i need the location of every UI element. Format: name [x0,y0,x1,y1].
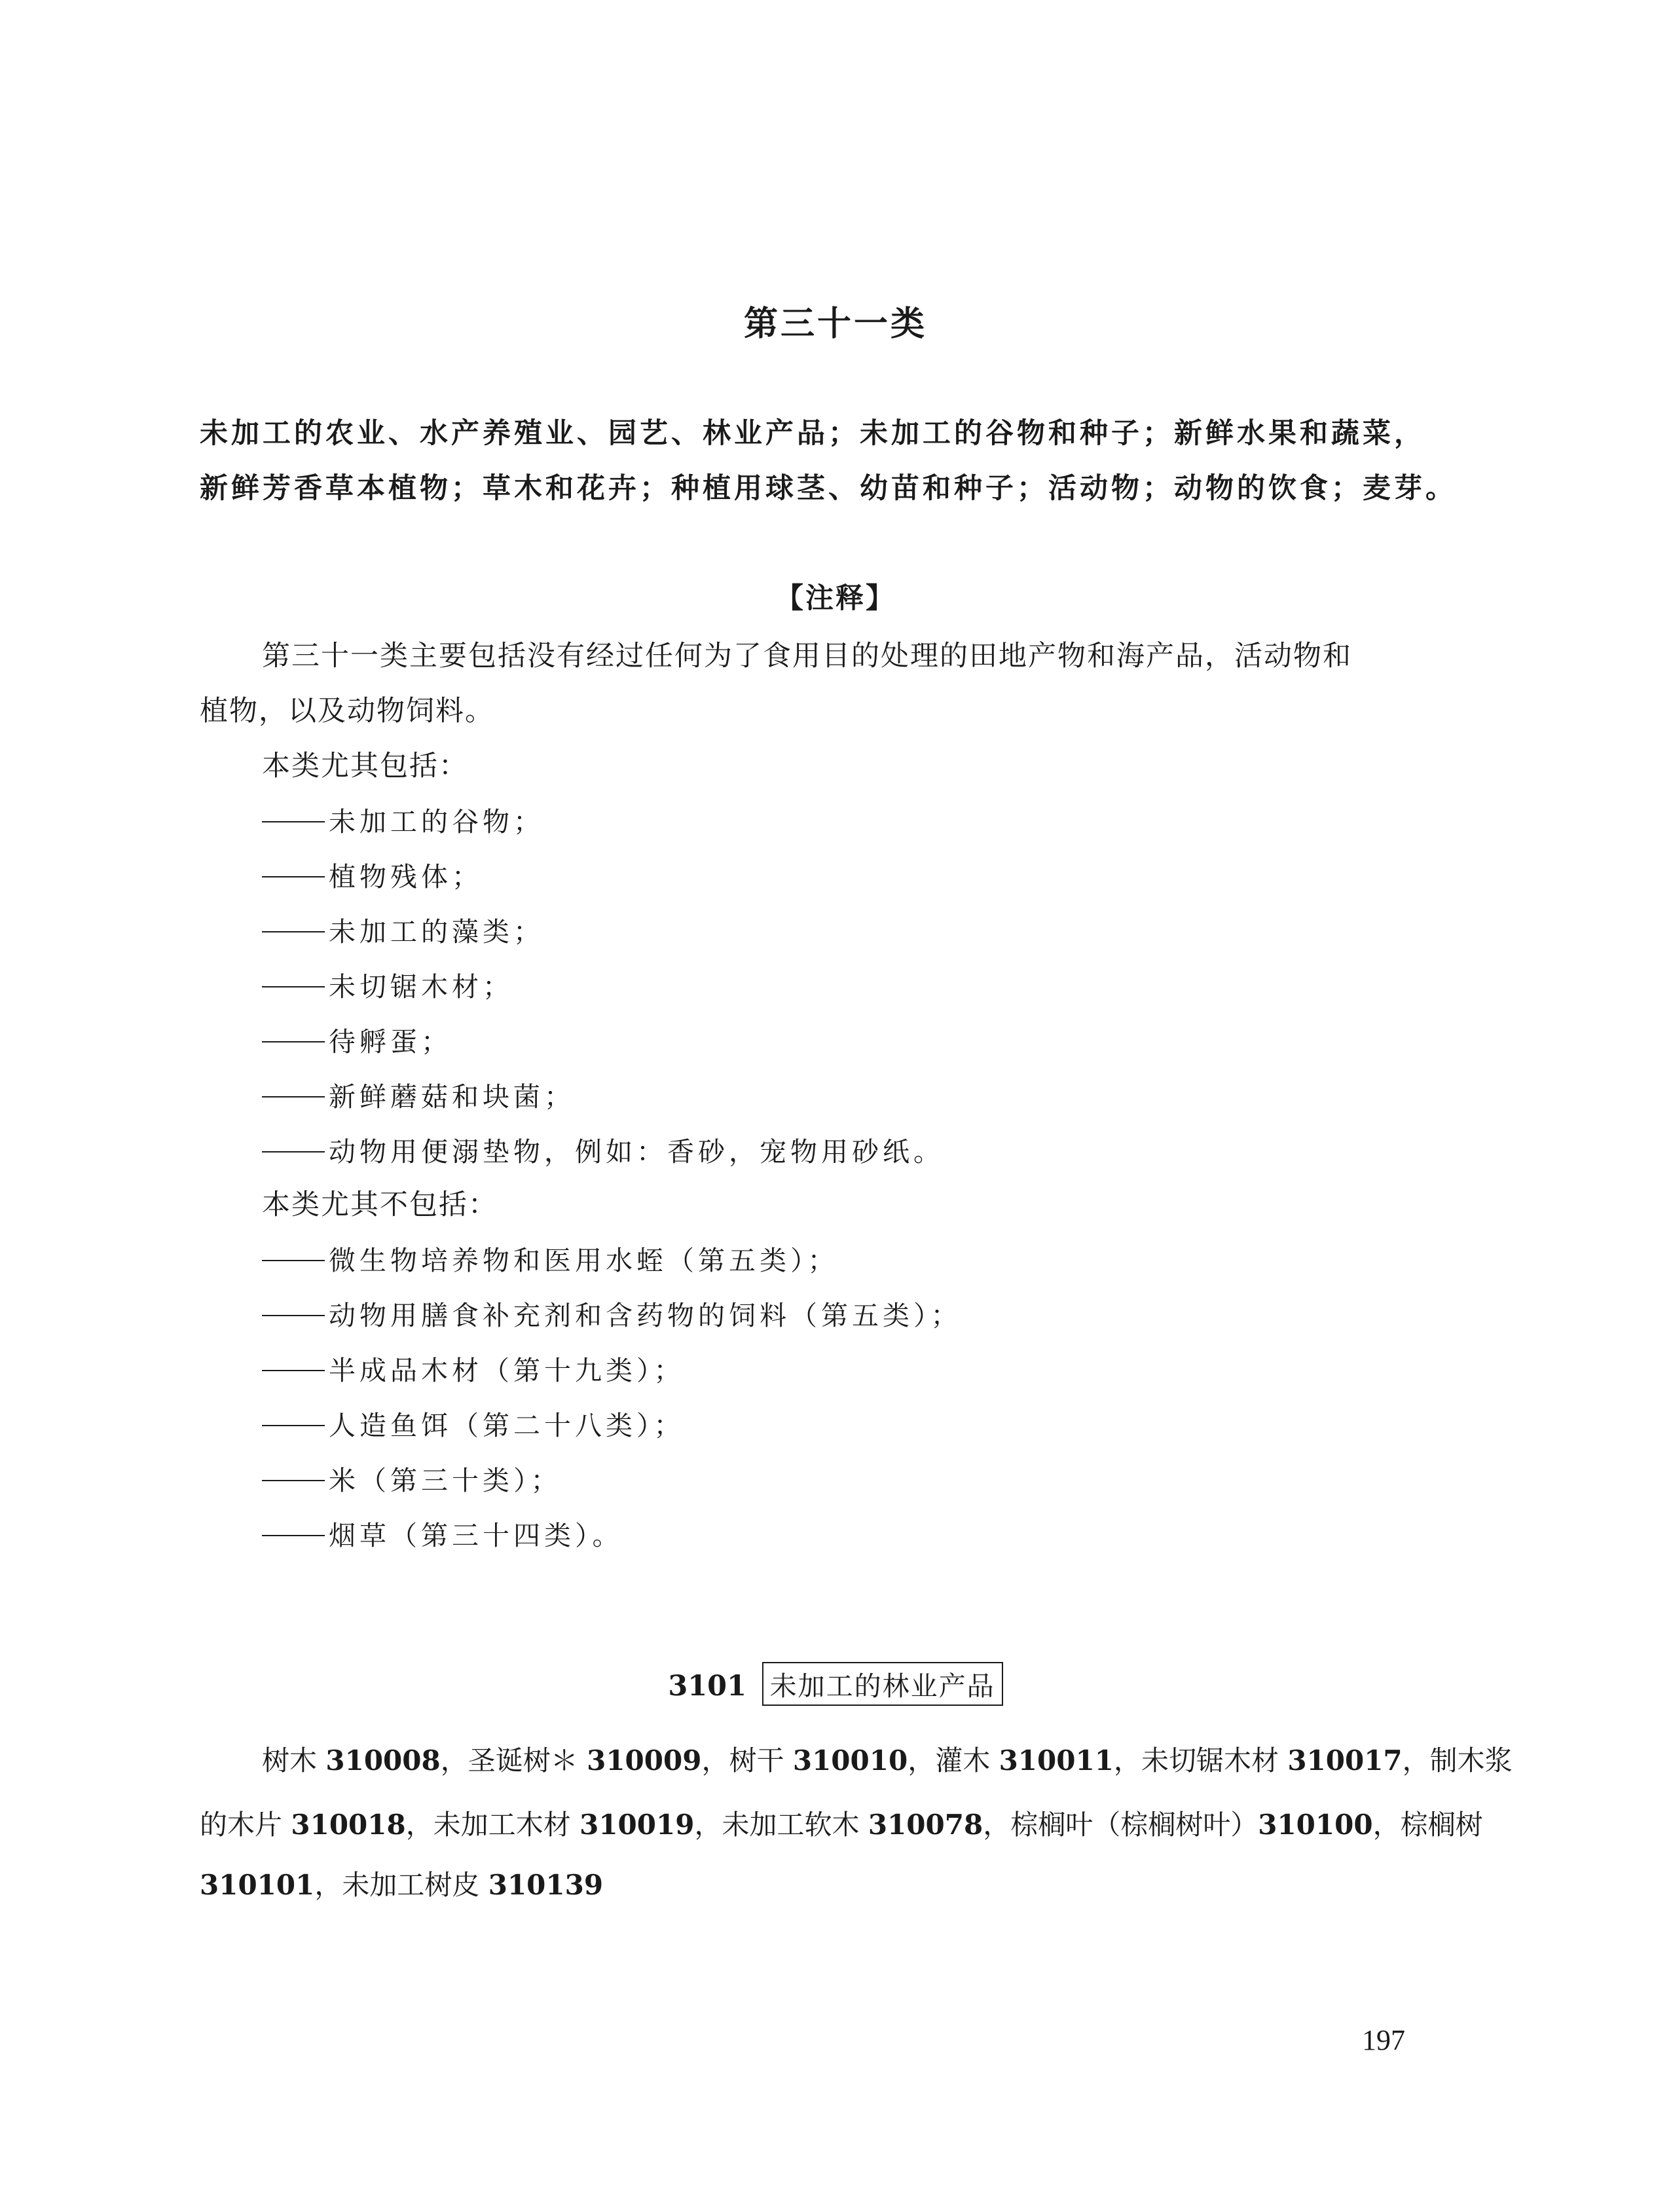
separator: ， [314,1869,342,1901]
class-heading-line-2: 新鲜芳香草本植物；草木和花卉；种植用球茎、幼苗和种子；活动物；动物的饮食；麦芽。 [200,472,1457,505]
em-dash [262,1151,325,1152]
separator: ， [1113,1744,1141,1777]
include-item-text: 未加工的藻类； [329,916,544,948]
include-item-text: 新鲜蘑菇和块菌； [329,1081,575,1113]
include-item [262,1020,452,1059]
goods-item-code: 310008 [325,1744,441,1777]
class-heading-line-1: 未加工的农业、水产养殖业、园艺、林业产品；未加工的谷物和种子；新鲜水果和蔬菜， [200,417,1425,450]
em-dash [262,876,325,877]
exclude-item [262,1294,962,1333]
include-item-text: 待孵蛋； [329,1026,452,1058]
section-heading [0,1662,1671,1706]
section-code: 3101 [668,1670,746,1703]
include-item [262,965,513,1004]
separator: ， [983,1809,1011,1841]
include-item-text: 植物残体； [329,861,483,893]
goods-item-code: 310011 [999,1744,1114,1777]
exclude-item-text: 半成品木材（第十九类）； [329,1355,685,1386]
em-dash [262,1315,325,1316]
goods-item-code: 310139 [488,1869,604,1901]
separator: ， [1372,1809,1401,1841]
separator: ， [701,1744,729,1777]
goods-item-code: 310019 [579,1809,695,1841]
em-dash [262,1260,325,1261]
include-item [262,1130,944,1169]
goods-item-name: 圣诞树＊ [468,1744,578,1777]
goods-line-1 [262,1739,1513,1779]
separator: ， [908,1744,936,1777]
goods-item-code: 310078 [868,1809,983,1841]
separator: ， [694,1809,722,1841]
em-dash [262,821,325,822]
separator: ， [405,1809,433,1841]
exclude-item-text: 人造鱼饵（第二十八类）； [329,1410,685,1441]
exclude-item-text: 动物用膳食补充剂和含药物的饲料（第五类）； [329,1300,962,1331]
goods-item-name: 灌木 [935,1744,991,1777]
exclude-item [262,1239,839,1278]
goods-item-code: 310100 [1258,1809,1373,1841]
em-dash [262,1096,325,1097]
goods-item-name: 未切锯木材 [1141,1744,1279,1777]
exclude-item [262,1459,562,1498]
exclude-item-text: 烟草（第三十四类）。 [329,1520,623,1551]
goods-item-code: 310018 [291,1809,406,1841]
goods-item-name: 未加工木材 [433,1809,571,1841]
goods-item-code: 310017 [1287,1744,1403,1777]
note-heading: 【注释】 [775,582,896,615]
include-item [262,910,544,949]
goods-item-name: 未加工树皮 [342,1869,480,1901]
goods-item-name: 棕榈树 [1400,1809,1483,1841]
goods-item-code: 310009 [587,1744,702,1777]
goods-line-2 [200,1803,1483,1843]
separator: ， [440,1744,468,1777]
em-dash [262,1480,325,1481]
goods-item-name: 棕榈叶（棕榈树叶） [1010,1809,1258,1841]
intro-line-2: 植物，以及动物饲料。 [200,695,494,728]
class-title: 第三十一类 [743,304,927,344]
include-item-text: 未加工的谷物； [329,806,544,838]
em-dash [262,1370,325,1371]
page-number: 197 [1362,2024,1405,2056]
goods-item-name: 树木 [262,1744,318,1777]
section-title-box: 未加工的林业产品 [762,1662,1003,1706]
em-dash [262,931,325,932]
goods-line-3 [200,1864,603,1903]
em-dash [262,1535,325,1536]
goods-item-code: 310101 [200,1869,315,1901]
goods-item-name: 树干 [729,1744,784,1777]
include-item-text: 动物用便溺垫物，例如：香砂，宠物用砂纸。 [329,1136,944,1168]
goods-item-name-part: 的木片 [200,1809,283,1841]
separator: ， [1402,1744,1430,1777]
exclude-item [262,1514,623,1553]
exclude-item-text: 米（第三十类）； [329,1465,562,1496]
include-item-text: 未切锯木材； [329,971,513,1003]
includes-label: 本类尤其包括： [262,750,468,783]
goods-item-code: 310010 [792,1744,908,1777]
excludes-label: 本类尤其不包括： [262,1189,498,1221]
em-dash [262,986,325,987]
em-dash [262,1041,325,1042]
include-item [262,800,544,839]
intro-line-1: 第三十一类主要包括没有经过任何为了食用目的处理的田地产物和海产品，活动物和 [262,640,1352,673]
exclude-item [262,1349,685,1388]
goods-item-name: 未加工软木 [722,1809,860,1841]
exclude-item [262,1404,685,1443]
include-item [262,855,483,894]
goods-item-name-part: 制木浆 [1429,1744,1513,1777]
include-item [262,1075,575,1114]
em-dash [262,1425,325,1426]
exclude-item-text: 微生物培养物和医用水蛭（第五类）； [329,1245,839,1276]
